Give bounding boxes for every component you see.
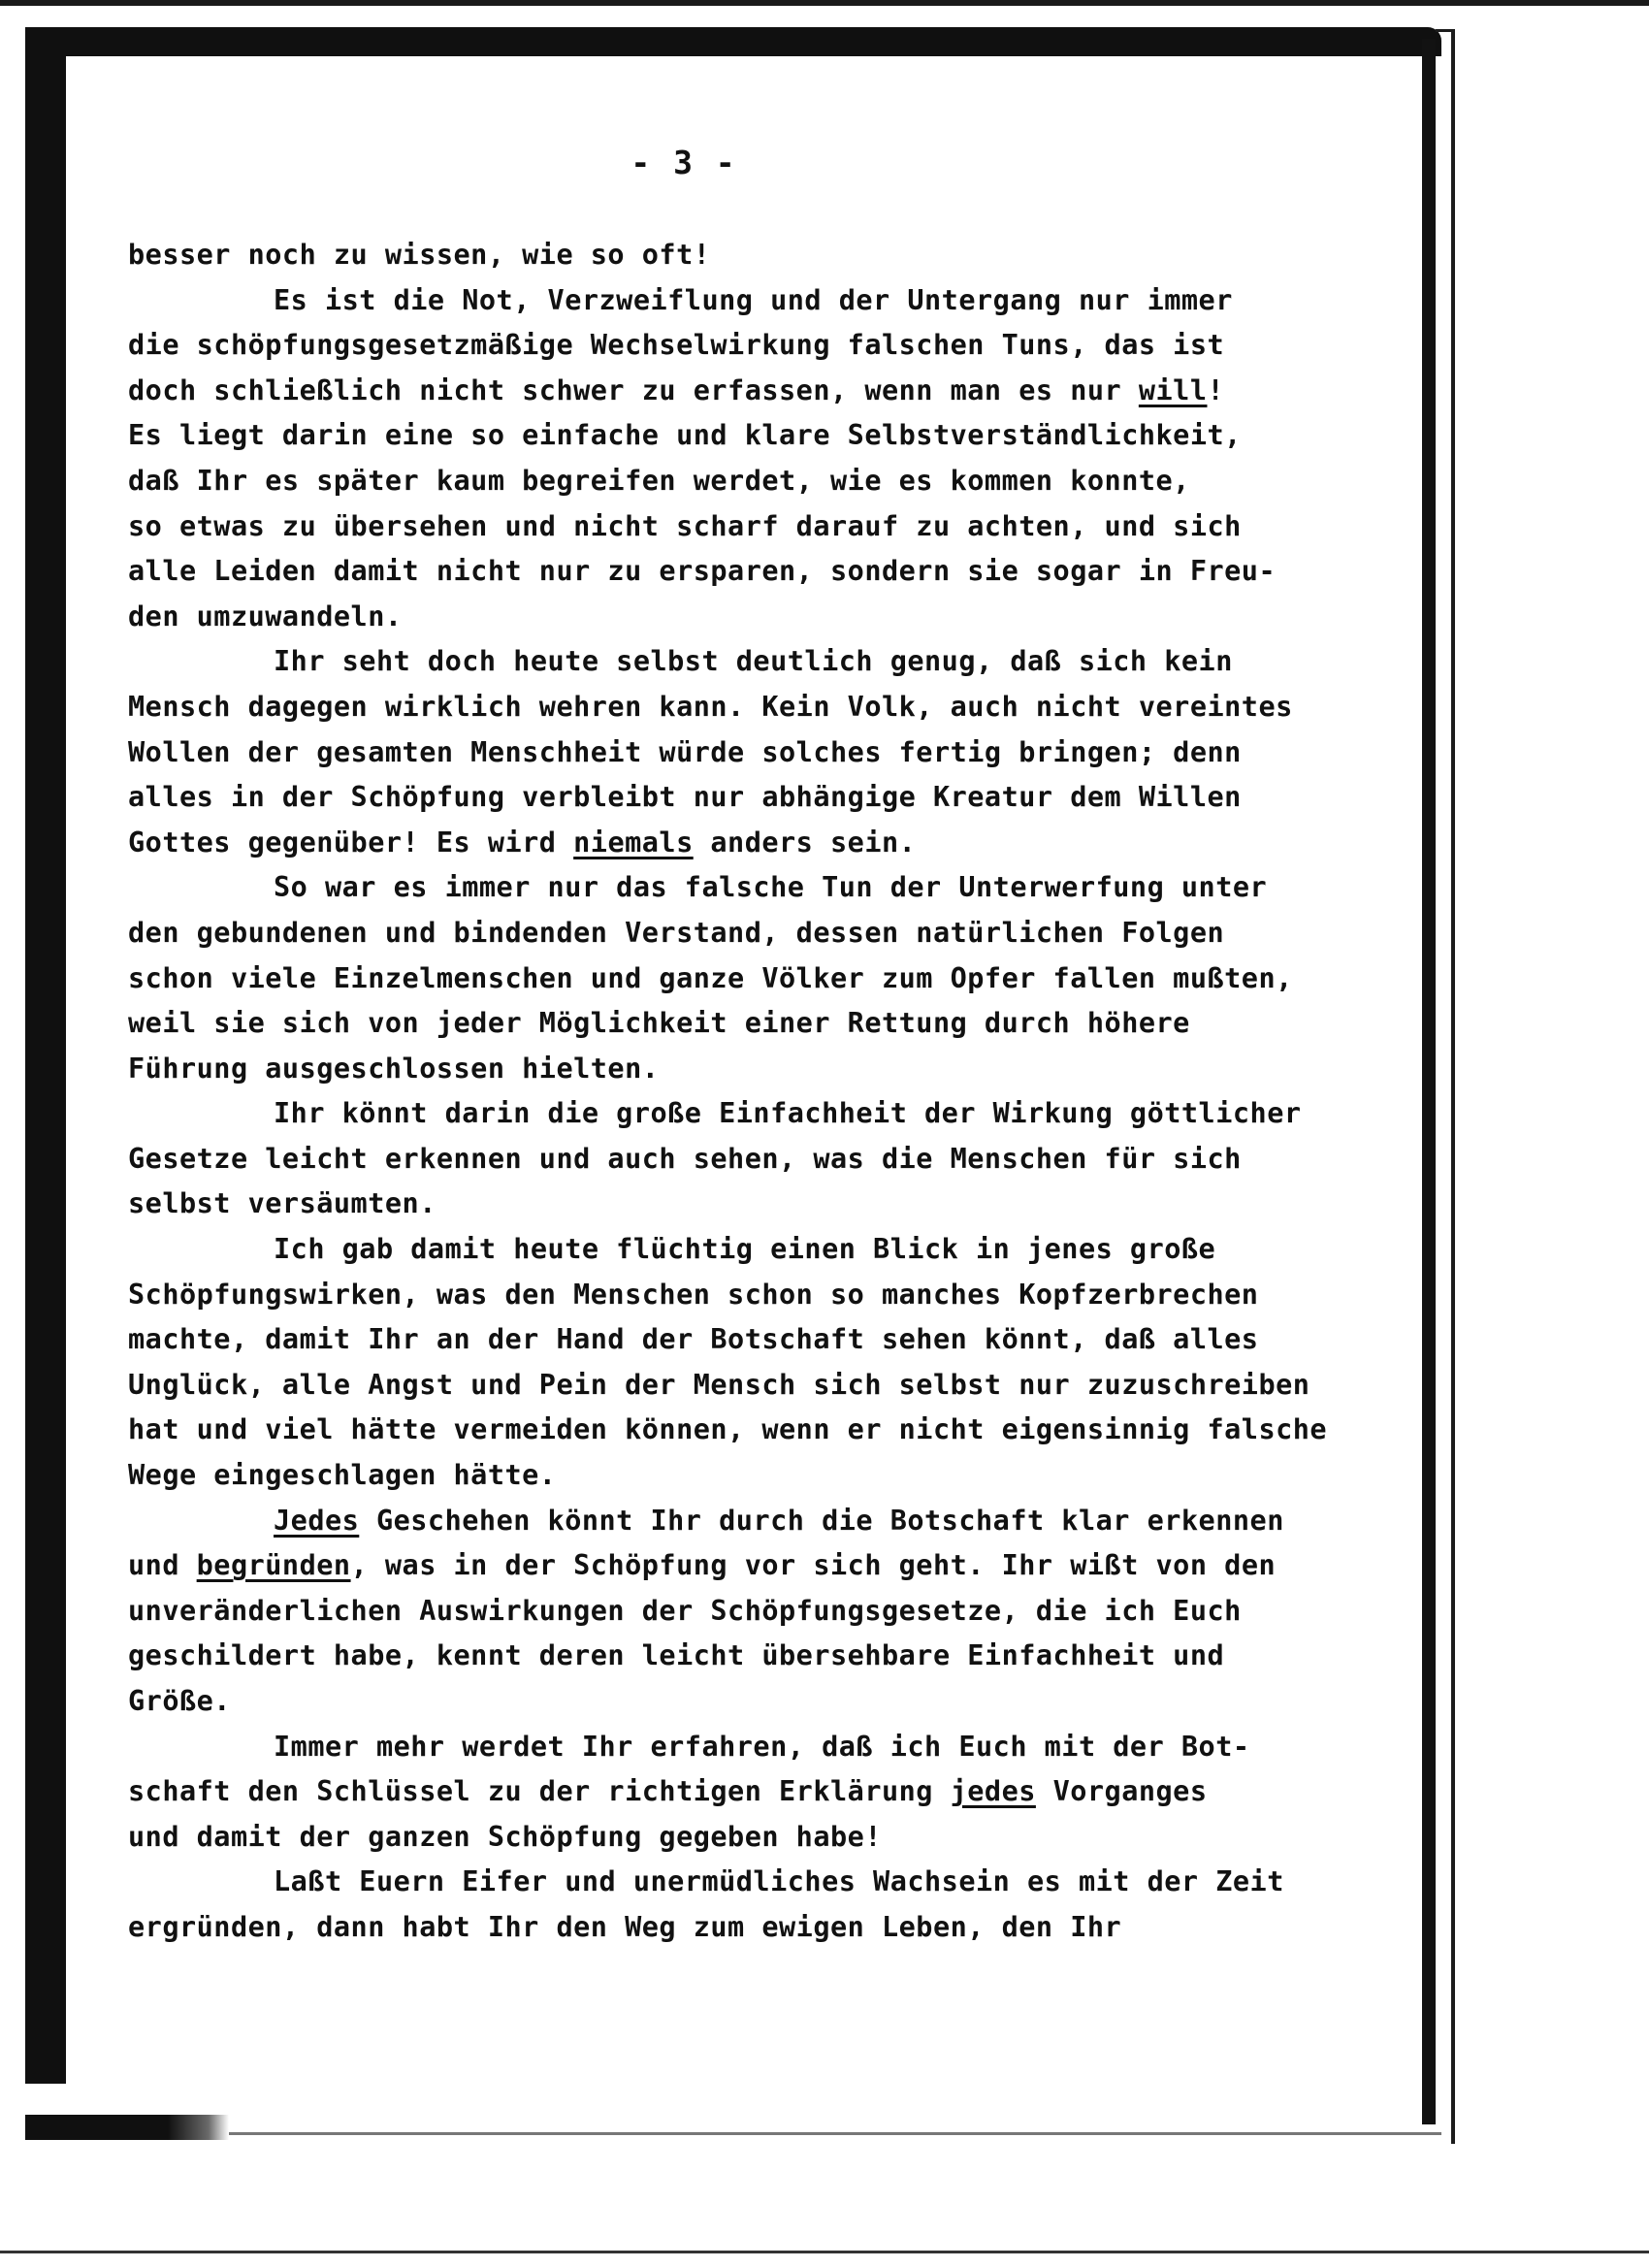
text-line (128, 1499, 1428, 1544)
text-line: den umzuwandeln. (128, 599, 403, 632)
text-segment: anders sein. (693, 826, 917, 859)
text-line (128, 821, 1428, 866)
text-line: Führung ausgeschlossen hielten. (128, 1052, 660, 1085)
text-line: Schöpfungswirken, was den Menschen schon so manches Kopfzerbrechen (128, 1278, 1259, 1311)
text-segment: Geschehen könnt Ihr durch die Botschaft klar erkennen (359, 1504, 1284, 1537)
text-segment: doch schließlich nicht schwer zu erfassen, wenn man es nur (128, 373, 1139, 406)
scan-top-edge (0, 0, 1649, 6)
text-line: Größe. (128, 1685, 231, 1717)
text-segment: Gottes gegenüber! Es wird (128, 826, 574, 859)
text-line: selbst versäumten. (128, 1187, 436, 1220)
text-line: besser noch zu wissen, wie so oft! (128, 239, 711, 271)
text-line: machte, damit Ihr an der Hand der Botschaft sehen könnt, daß alles (128, 1323, 1259, 1356)
text-line: den gebundenen und bindenden Verstand, dessen natürlichen Folgen (128, 916, 1225, 949)
text-line: alle Leiden damit nicht nur zu ersparen, sondern sie sogar in Freu- (128, 555, 1277, 588)
text-line: daß Ihr es später kaum begreifen werdet, wie es kommen konnte, (128, 464, 1190, 497)
text-segment: , was in der Schöpfung vor sich geht. Ihr wißt von den (350, 1549, 1277, 1582)
text-line: Ihr seht doch heute selbst deutlich genug, daß sich kein (274, 645, 1233, 678)
page-number: - 3 - (630, 144, 737, 181)
page-frame-left-border (25, 27, 66, 2084)
text-line (128, 369, 1428, 414)
text-line: Wollen der gesamten Menschheit würde solches fertig bringen; denn (128, 735, 1242, 768)
text-line: schon viele Einzelmenschen und ganze Völker zum Opfer fallen mußten, (128, 961, 1293, 994)
text-line: So war es immer nur das falsche Tun der Unterwerfung unter (274, 871, 1268, 904)
text-line: und damit der ganzen Schöpfung gegeben habe! (128, 1820, 882, 1853)
text-line: ergründen, dann habt Ihr den Weg zum ewigen Leben, den Ihr (128, 1910, 1122, 1943)
page-frame-bottom-border (25, 2115, 229, 2140)
page-edge-right (1451, 29, 1455, 2144)
scan-bottom-edge (0, 2251, 1649, 2253)
text-line: Ihr könnt darin die große Einfachheit der Wirkung göttlicher (274, 1097, 1302, 1130)
text-line: so etwas zu übersehen und nicht scharf darauf zu achten, und sich (128, 509, 1242, 542)
text-line: weil sie sich von jeder Möglichkeit einer Rettung durch höhere (128, 1007, 1190, 1040)
underlined-word: begründen (196, 1549, 351, 1582)
text-line: Gesetze leicht erkennen und auch sehen, was die Menschen für sich (128, 1142, 1242, 1175)
text-segment: ! (1207, 373, 1225, 406)
text-line: alles in der Schöpfung verbleibt nur abhängige Kreatur dem Willen (128, 781, 1242, 814)
underlined-word: will (1138, 373, 1208, 406)
text-segment: schaft den Schlüssel zu der richtigen Erklärung (128, 1775, 951, 1808)
text-line: Immer mehr werdet Ihr erfahren, daß ich Euch mit der Bot- (274, 1730, 1250, 1763)
text-line: Es liegt darin eine so einfache und klare Selbstverständlichkeit, (128, 419, 1242, 452)
underlined-word: jedes (950, 1775, 1036, 1808)
text-segment: Vorganges (1035, 1775, 1208, 1808)
text-line: Wege eingeschlagen hätte. (128, 1459, 557, 1492)
underlined-word: Jedes (274, 1504, 360, 1537)
text-line (128, 1769, 1428, 1815)
document-body (128, 233, 1428, 1951)
text-line: Ich gab damit heute flüchtig einen Blick in jenes große (274, 1233, 1216, 1266)
text-line: hat und viel hätte vermeiden können, wenn er nicht eigensinnig falsche (128, 1413, 1328, 1446)
text-line: die schöpfungsgesetzmäßige Wechselwirkung falschen Tuns, das ist (128, 329, 1225, 362)
text-line (128, 1543, 1428, 1589)
page-frame-top-border (25, 27, 1441, 56)
text-line: geschildert habe, kennt deren leicht übersehbare Einfachheit und (128, 1639, 1225, 1672)
text-line: unveränderlichen Auswirkungen der Schöpfungsgesetze, die ich Euch (128, 1594, 1242, 1627)
text-segment: und (128, 1549, 197, 1582)
text-line: Es ist die Not, Verzweiflung und der Untergang nur immer (274, 283, 1233, 316)
underlined-word: niemals (573, 826, 694, 859)
text-line: Mensch dagegen wirklich wehren kann. Kein Volk, auch nicht vereintes (128, 690, 1293, 723)
text-line: Unglück, alle Angst und Pein der Mensch sich selbst nur zuzuschreiben (128, 1368, 1310, 1401)
page-frame-bottom-line (229, 2132, 1441, 2135)
text-line: Laßt Euern Eifer und unermüdliches Wachsein es mit der Zeit (274, 1865, 1284, 1898)
